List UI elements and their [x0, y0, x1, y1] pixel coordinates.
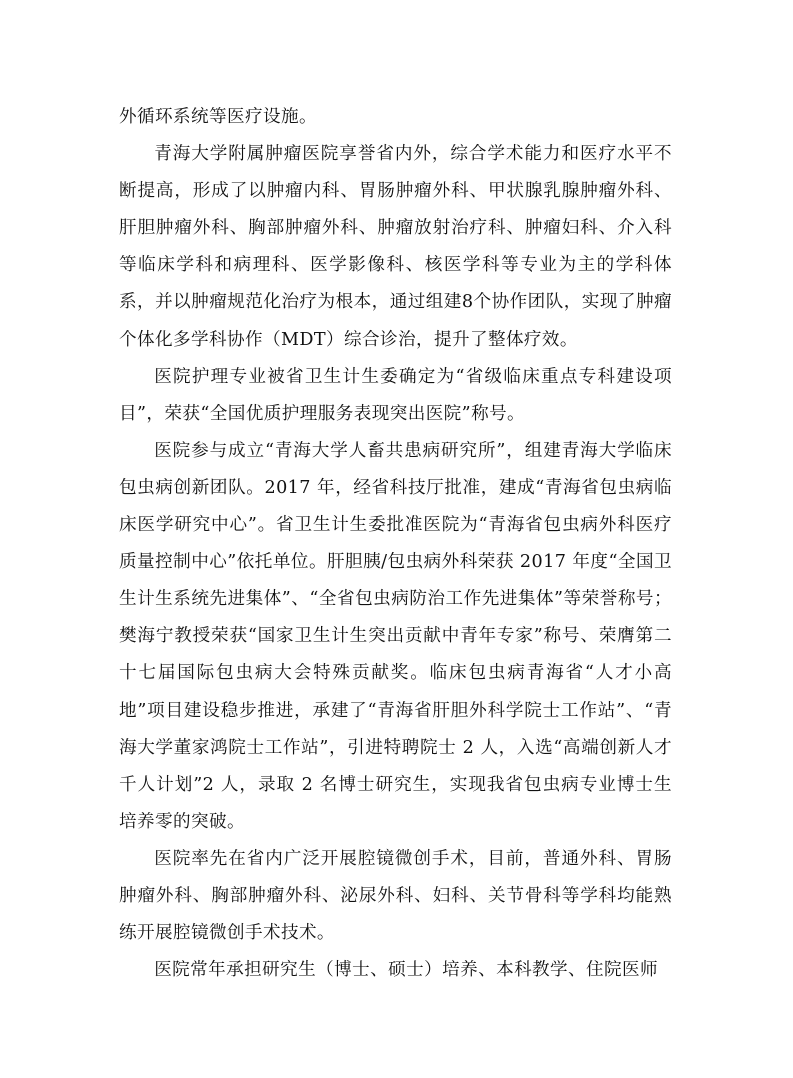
paragraph-echinococcosis-research: 医院参与成立“青海大学人畜共患病研究所”，组建青海大学临床包虫病创新团队。2017 年，经省科技厅批准，建成“青海省包虫病临床医学研究中心”。省卫生计生委批准医院为“青海省包虫病外科医疗质量控制中心”依托单位。肝胆胰/包虫病外科荣获 2017 年度“全国卫生计生系统先进集体”、“全省包虫病防治工作先进集体”等荣誉称号；樊海宁教授荣获“国家卫生计生突出贡献中青年专家”称号、荣膺第二十七届国际包虫病大会特殊贡献奖。临床包虫病青海省“人才小高地”项目建设稳步推进，承建了“青海省肝胆外科学院士工作站”、“青海大学董家鸿院士工作站”，引进特聘院士 2 人，入选“高端创新人才千人计划”2 人，录取 2 名博士研究生，实现我省包虫病专业博士生培养零的突破。: [119, 440, 672, 832]
paragraph-continuation: 外循环系统等医疗设施。: [119, 107, 317, 127]
paragraph-nursing: 医院护理专业被省卫生计生委确定为“省级临床重点专科建设项目”，荣获“全国优质护理服务表现突出医院”称号。: [119, 366, 672, 424]
paragraph-education: 医院常年承担研究生（博士、硕士）培养、本科教学、住院医师: [154, 960, 659, 981]
paragraph-minimally-invasive-surgery: 医院率先在省内广泛开展腔镜微创手术，目前，普通外科、胃肠肿瘤外科、胸部肿瘤外科、泌尿外科、妇科、关节骨科等学科均能熟练开展腔镜微创手术技术。: [119, 848, 672, 944]
paragraph-hospital-overview: 青海大学附属肿瘤医院享誉省内外，综合学术能力和医疗水平不断提高，形成了以肿瘤内科、胃肠肿瘤外科、甲状腺乳腺肿瘤外科、肝胆肿瘤外科、胸部肿瘤外科、肿瘤放射治疗科、肿瘤妇科、介入科等临床学科和病理科、医学影像科、核医学科等专业为主的学科体系，并以肿瘤规范化治疗为根本，通过组建8个协作团队，实现了肿瘤个体化多学科协作（MDT）综合诊治，提升了整体疗效。: [119, 144, 672, 350]
document-page: [119, 99, 672, 989]
